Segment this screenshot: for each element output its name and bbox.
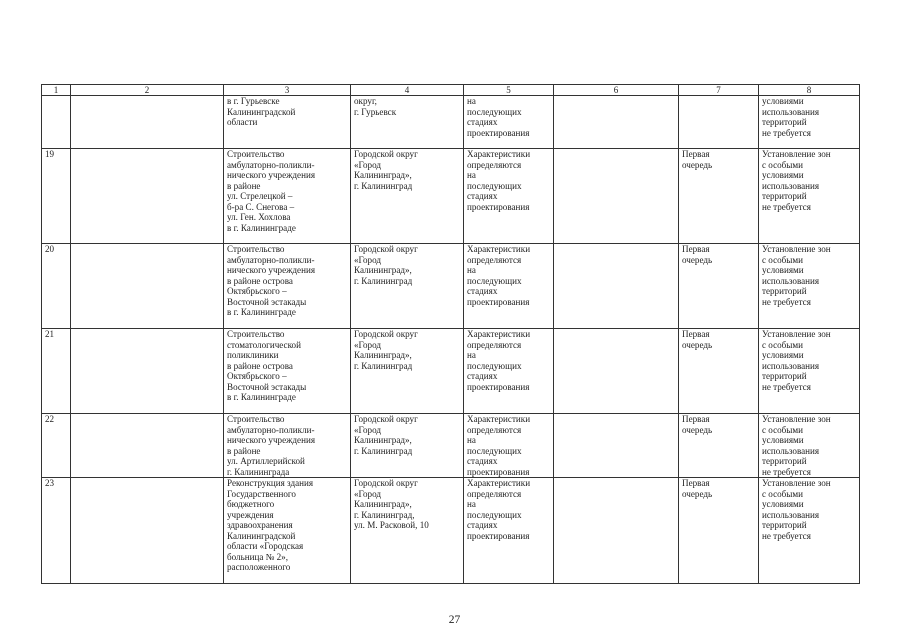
zones-cell: Установление зон с особыми условиями использования территорий не требуется [759,329,860,414]
table-row [42,96,860,149]
location-cell: округ, г. Гурьевск [351,96,464,149]
table-cell [71,244,224,329]
column-number: 1 [42,85,71,96]
column-number: 3 [224,85,351,96]
characteristics-cell: Характеристики определяются на последующих стадиях проектирования [464,244,554,329]
object-name-cell: Строительство амбулаторно-поликли- нического учреждения в районе ул. Стрелецкой – б-ра С. Снегова – ул. Ген. Хохлова в г. Калининграде [224,149,351,244]
column-number-row [42,85,860,96]
table-cell [71,149,224,244]
table-row [42,478,860,584]
table-cell [71,478,224,584]
location-cell: Городской округ «Город Калининград», г. Калининград [351,329,464,414]
zones-cell: Установление зон с особыми условиями использования территорий не требуется [759,478,860,584]
zones-cell: Установление зон с особыми условиями использования территорий не требуется [759,244,860,329]
column-number: 5 [464,85,554,96]
stage-cell: Первая очередь [679,149,759,244]
stage-cell: Первая очередь [679,329,759,414]
column-number: 2 [71,85,224,96]
object-name-cell: Реконструкция здания Государственного бюджетного учреждения здравоохранения Калининградской области «Городская больница № 2», расположенного [224,478,351,584]
row-number-cell [42,96,71,149]
column-number: 8 [759,85,860,96]
table-cell [554,244,679,329]
object-name-cell: в г. Гурьевске Калининградской области [224,96,351,149]
stage-cell: Первая очередь [679,244,759,329]
table-cell [554,478,679,584]
row-number-cell: 22 [42,414,71,478]
row-number-cell: 20 [42,244,71,329]
page-number: 27 [448,614,461,626]
stage-cell [679,96,759,149]
location-cell: Городской округ «Город Калининград», г. Калининград [351,414,464,478]
zones-cell: Установление зон с особыми условиями использования территорий не требуется [759,414,860,478]
object-name-cell: Строительство амбулаторно-поликли- нического учреждения в районе ул. Артиллерийской г. Калининграда [224,414,351,478]
location-cell: Городской округ «Город Калининград», г. Калининград, ул. М. Расковой, 10 [351,478,464,584]
characteristics-cell: Характеристики определяются на последующих стадиях проектирования [464,478,554,584]
column-number: 6 [554,85,679,96]
table-cell [71,329,224,414]
row-number-cell: 21 [42,329,71,414]
location-cell: Городской округ «Город Калининград», г. Калининград [351,149,464,244]
column-number: 7 [679,85,759,96]
characteristics-cell: Характеристики определяются на последующих стадиях проектирования [464,329,554,414]
row-number-cell: 23 [42,478,71,584]
row-number-cell: 19 [42,149,71,244]
table-cell [554,96,679,149]
zones-cell: Установление зон с особыми условиями использования территорий не требуется [759,149,860,244]
object-name-cell: Строительство стоматологической поликлиники в районе острова Октябрьского – Восточной эстакады в г. Калининграде [224,329,351,414]
table-cell [554,329,679,414]
characteristics-cell: Характеристики определяются на последующих стадиях проектирования [464,149,554,244]
characteristics-cell: на последующих стадиях проектирования [464,96,554,149]
zones-cell: условиями использования территорий не требуется [759,96,860,149]
stage-cell: Первая очередь [679,414,759,478]
table-row [42,414,860,478]
column-number: 4 [351,85,464,96]
table-cell [71,414,224,478]
table-row [42,149,860,244]
table-cell [554,414,679,478]
table-row [42,329,860,414]
table-row [42,244,860,329]
table-cell [71,96,224,149]
stage-cell: Первая очередь [679,478,759,584]
table-cell [554,149,679,244]
object-name-cell: Строительство амбулаторно-поликли- нического учреждения в районе острова Октябрьского – Восточной эстакады в г. Калининграде [224,244,351,329]
planning-table [41,84,860,584]
characteristics-cell: Характеристики определяются на последующих стадиях проектирования [464,414,554,478]
location-cell: Городской округ «Город Калининград», г. Калининград [351,244,464,329]
